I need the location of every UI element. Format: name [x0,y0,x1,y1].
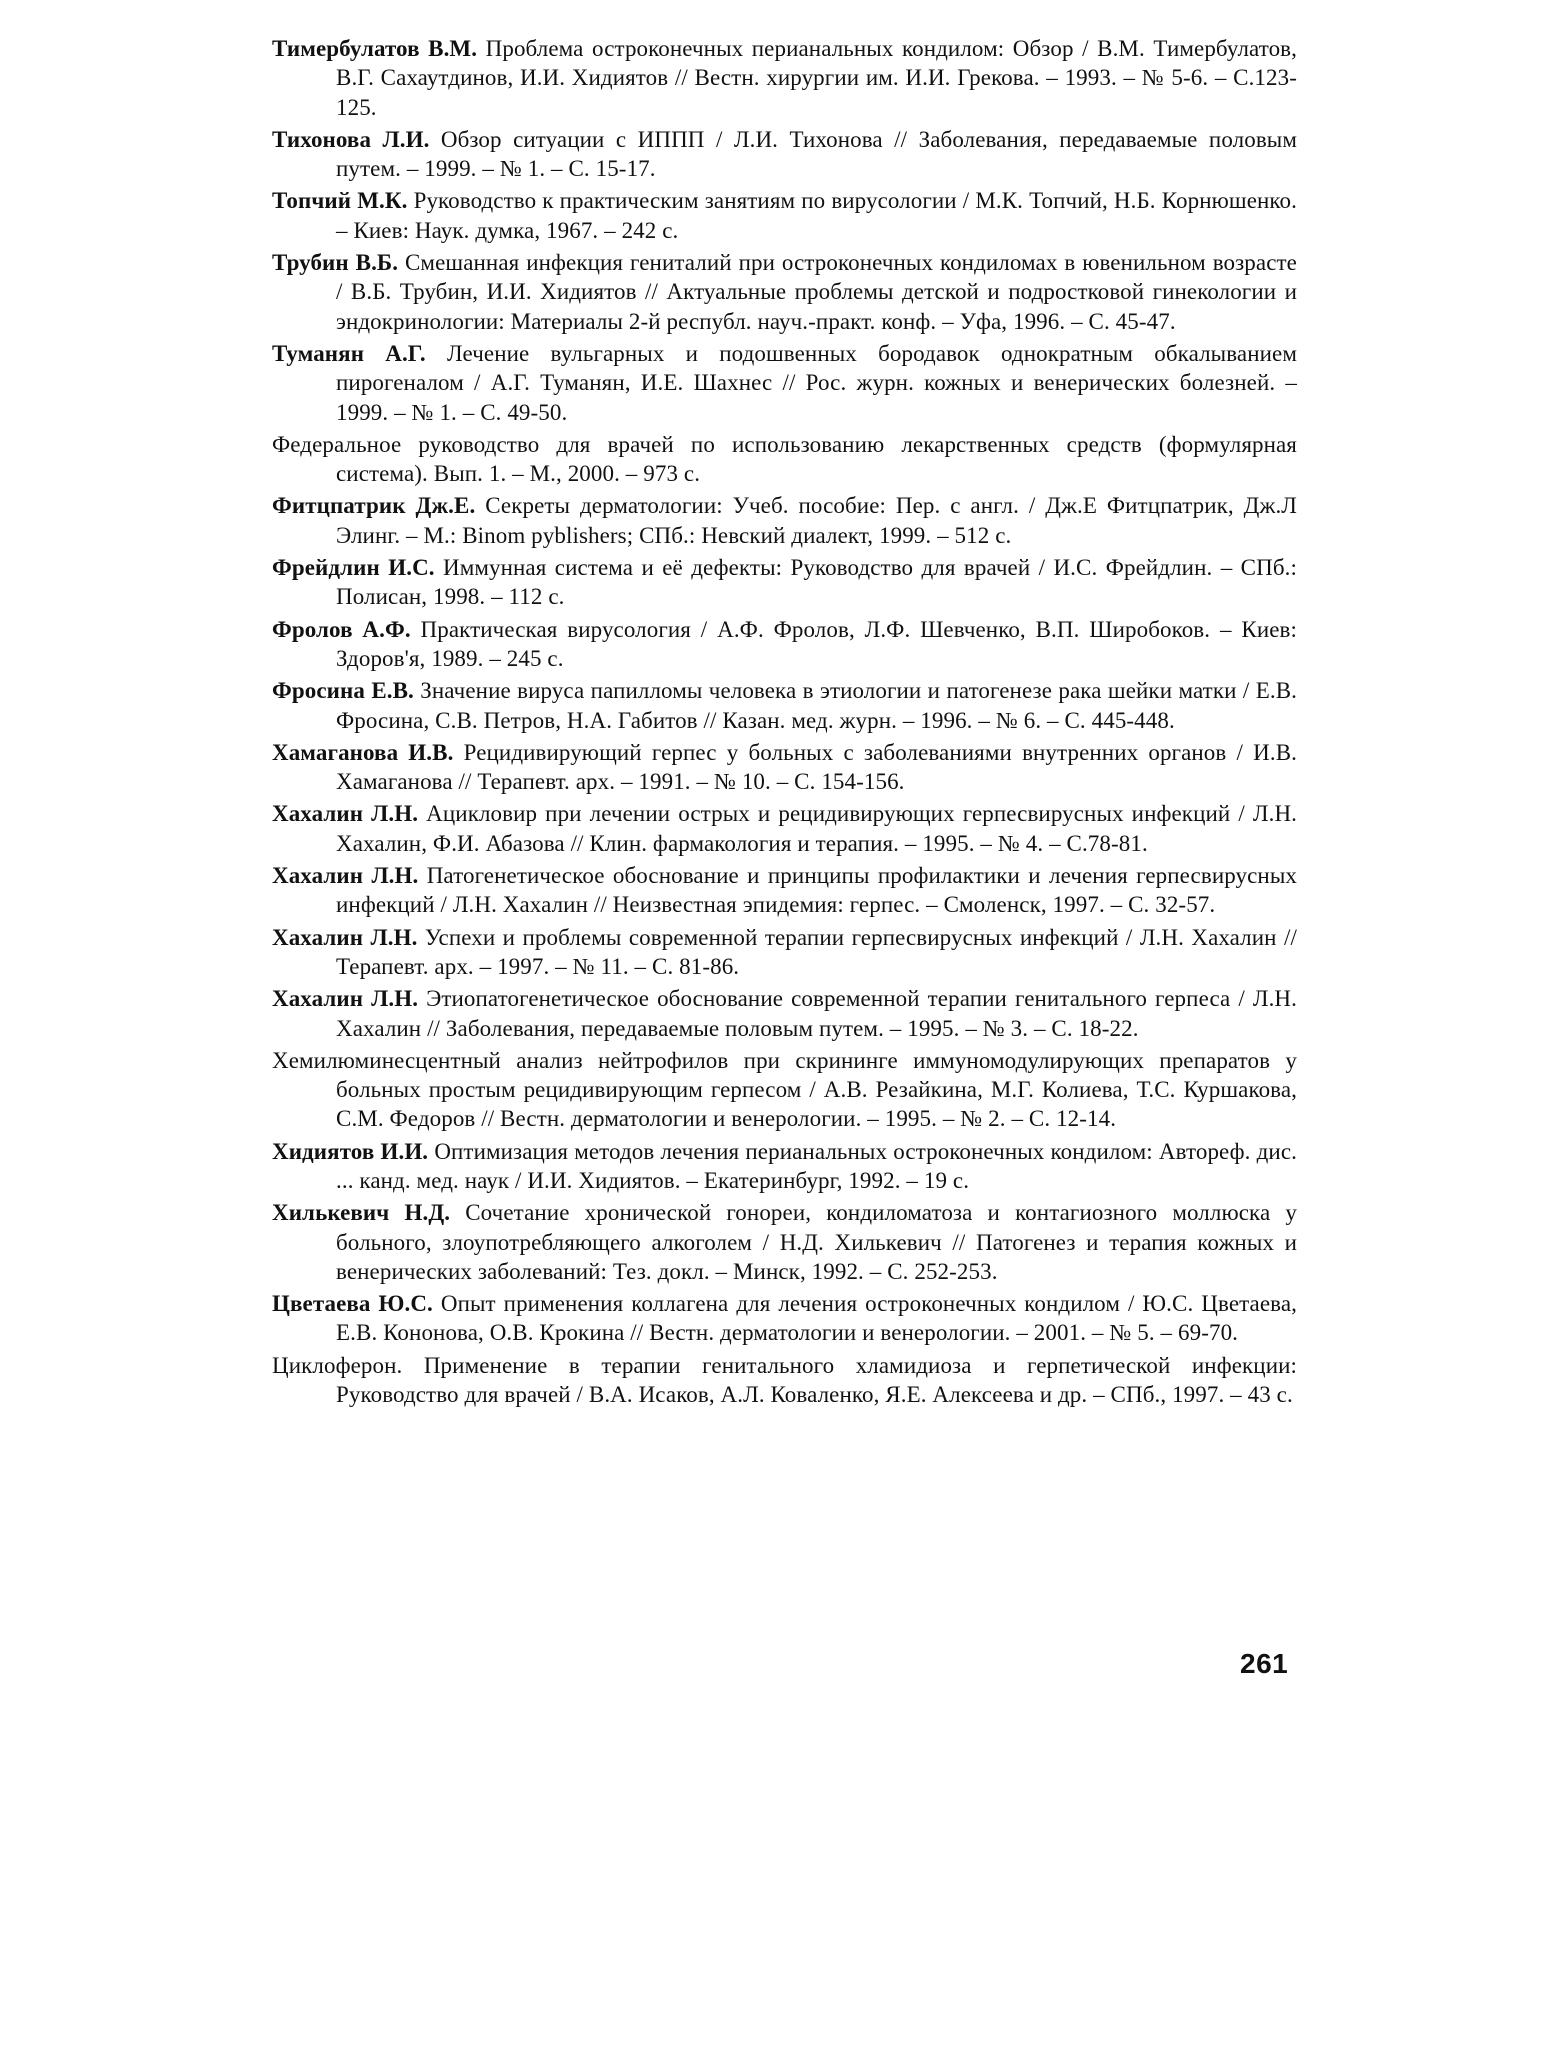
reference-author: Топчий М.К. [272,188,408,214]
reference-text: Лечение вульгарных и подошвенных бородавок однократным обкалыванием пирогеналом / А.Г. Туманян, И.Е. Шахнес // Рос. журн. кожных и венерических болезней. – 1999. – № 1. – С. 49-50. [336,340,1297,425]
reference-text: Этиопатогенетическое обоснование современной терапии генитального герпеса / Л.Н. Хахалин // Заболевания, передаваемые половым путем. – 1995. – № 3. – С. 18-22. [336,986,1297,1041]
reference-text: Секреты дерматологии: Учеб. пособие: Пер. с англ. / Дж.Е Фитцпатрик, Дж.Л Элинг. – М.: Binom pyblishers; СПб.: Невский диалект, 1999. – 512 с. [336,493,1297,548]
reference-author: Хидиятов И.И. [272,1138,429,1164]
reference-text: Федеральное руководство для врачей по использованию лекарственных средств (формулярная система). Вып. 1. – М., 2000. – 973 с. [272,431,1297,487]
reference-text: Циклоферон. Применение в терапии генитального хламидиоза и герпетической инфекции: Руководство для врачей / В.А. Исаков, А.Л. Коваленко, Я.Е. Алексеева и др. – СПб., 1997. – 43 с. [272,1352,1297,1408]
reference-entry [272,491,1297,550]
reference-text: Оптимизация методов лечения перианальных остроконечных кондилом: Автореф. дис. ... канд. мед. наук / И.И. Хидиятов. – Екатеринбург, 1992. – 19 с. [336,1138,1298,1193]
reference-text: Патогенетическое обоснование и принципы профилактики и лечения герпесвирусных инфекций / Л.Н. Хахалин // Неизвестная эпидемия: герпес. – Смоленск, 1997. – С. 32-57. [336,863,1297,918]
reference-entry [272,799,1297,858]
reference-entry [272,676,1297,735]
reference-author: Хахалин Л.Н. [272,801,419,827]
reference-author: Хамаганова И.В. [272,739,454,765]
reference-text: Иммунная система и её дефекты: Руководство для врачей / И.С. Фрейдлин. – СПб.: Полисан, 1998. – 112 с. [336,555,1297,610]
reference-author: Фролов А.Ф. [272,616,411,642]
reference-text: Руководство к практическим занятиям по вирусологии / М.К. Топчий, Н.Б. Корнюшенко. – Киев: Наук. думка, 1967. – 242 с. [336,188,1297,243]
reference-author: Тимербулатов В.М. [272,36,478,61]
reference-entry [272,186,1297,245]
reference-text: Успехи и проблемы современной терапии герпесвирусных инфекций / Л.Н. Хахалин // Терапевт. арх. – 1997. – № 11. – С. 81-86. [336,924,1297,979]
reference-entry [272,861,1297,920]
reference-text: Хемилюминесцентный анализ нейтрофилов при скрининге иммуномодулирующих препаратов у больных простым рецидивирующим герпесом / А.В. Резайкина, М.Г. Колиева, Т.С. Куршакова, С.М. Федоров // Вестн. дерматологии и венерологии. – 1995. – № 2. – С. 12-14. [272,1047,1297,1132]
reference-text: Рецидивирующий герпес у больных с заболеваниями внутренних органов / И.В. Хамаганова // Терапевт. арх. – 1991. – № 10. – С. 154-156. [336,739,1297,795]
reference-entry [272,1046,1297,1134]
reference-author: Трубин В.Б. [272,250,399,276]
reference-author: Цветаева Ю.С. [272,1291,433,1317]
reference-author: Хахалин Л.Н. [272,924,418,950]
reference-entry [272,615,1297,674]
reference-text: Опыт применения коллагена для лечения остроконечных кондилом / Ю.С. Цветаева, Е.В. Кононова, О.В. Крокина // Вестн. дерматологии и венерологии. – 2001. – № 5. – 69-70. [336,1291,1297,1346]
reference-entry [272,1137,1297,1196]
reference-author: Фросина Е.В. [272,678,414,704]
reference-entry [272,339,1297,427]
reference-author: Фрейдлин И.С. [272,555,435,581]
reference-entry [272,430,1297,489]
reference-text: Смешанная инфекция гениталий при остроконечных кондиломах в ювенильном возрасте / В.Б. Трубин, И.И. Хидиятов // Актуальные проблемы детской и подростковой гинекологии и эндокринологии: Материалы 2-й республ. науч.-практ. конф. – Уфа, 1996. – С. 45-47. [336,250,1297,334]
reference-author: Хилькевич Н.Д. [272,1200,451,1226]
reference-text: Ацикловир при лечении острых и рецидивирующих герпесвирусных инфекций / Л.Н. Хахалин, Ф.И. Абазова // Клин. фармакология и терапия. – 1995. – № 4. – С.78-81. [336,801,1297,856]
reference-text: Значение вируса папилломы человека в этиологии и патогенезе рака шейки матки / Е.В. Фросина, С.В. Петров, Н.А. Габитов // Казан. мед. журн. – 1996. – № 6. – С. 445-448. [336,678,1298,733]
reference-entry [272,1289,1297,1348]
reference-entry [272,984,1297,1043]
page-number: 261 [1240,1648,1289,1679]
reference-text: Практическая вирусология / А.Ф. Фролов, Л.Ф. Шевченко, В.П. Широбоков. – Киев: Здоров'я, 1989. – 245 с. [336,616,1297,671]
reference-entry [272,1198,1297,1286]
reference-entry [272,923,1297,982]
reference-author: Хахалин Л.Н. [272,986,419,1012]
reference-text: Проблема остроконечных перианальных кондилом: Обзор / В.М. Тимербулатов, В.Г. Сахаутдинов, И.И. Хидиятов // Вестн. хирургии им. И.И. Грекова. – 1993. – № 5-6. – С.123-125. [336,36,1297,120]
reference-author: Туманян А.Г. [272,340,426,366]
reference-entry [272,34,1297,122]
reference-text: Сочетание хронической гонореи, кондиломатоза и контагиозного моллюска у больного, злоупотребляющего алкоголем / Н.Д. Хилькевич // Патогенез и терапия кожных и венерических заболеваний: Тез. докл. – Минск, 1992. – С. 252-253. [336,1200,1298,1284]
reference-author: Фитцпатрик Дж.Е. [272,493,476,519]
reference-author: Тихонова Л.И. [272,126,430,152]
reference-entry [272,1351,1297,1410]
reference-entry [272,248,1297,336]
reference-entry [272,125,1297,184]
reference-entry [272,553,1297,612]
reference-text: Обзор ситуации с ИППП / Л.И. Тихонова // Заболевания, передаваемые половым путем. – 1999. – № 1. – С. 15-17. [336,126,1297,182]
reference-entry [272,738,1297,797]
reference-author: Хахалин Л.Н. [272,863,419,889]
reference-list [272,34,1297,1409]
reference-page [272,34,1297,1412]
